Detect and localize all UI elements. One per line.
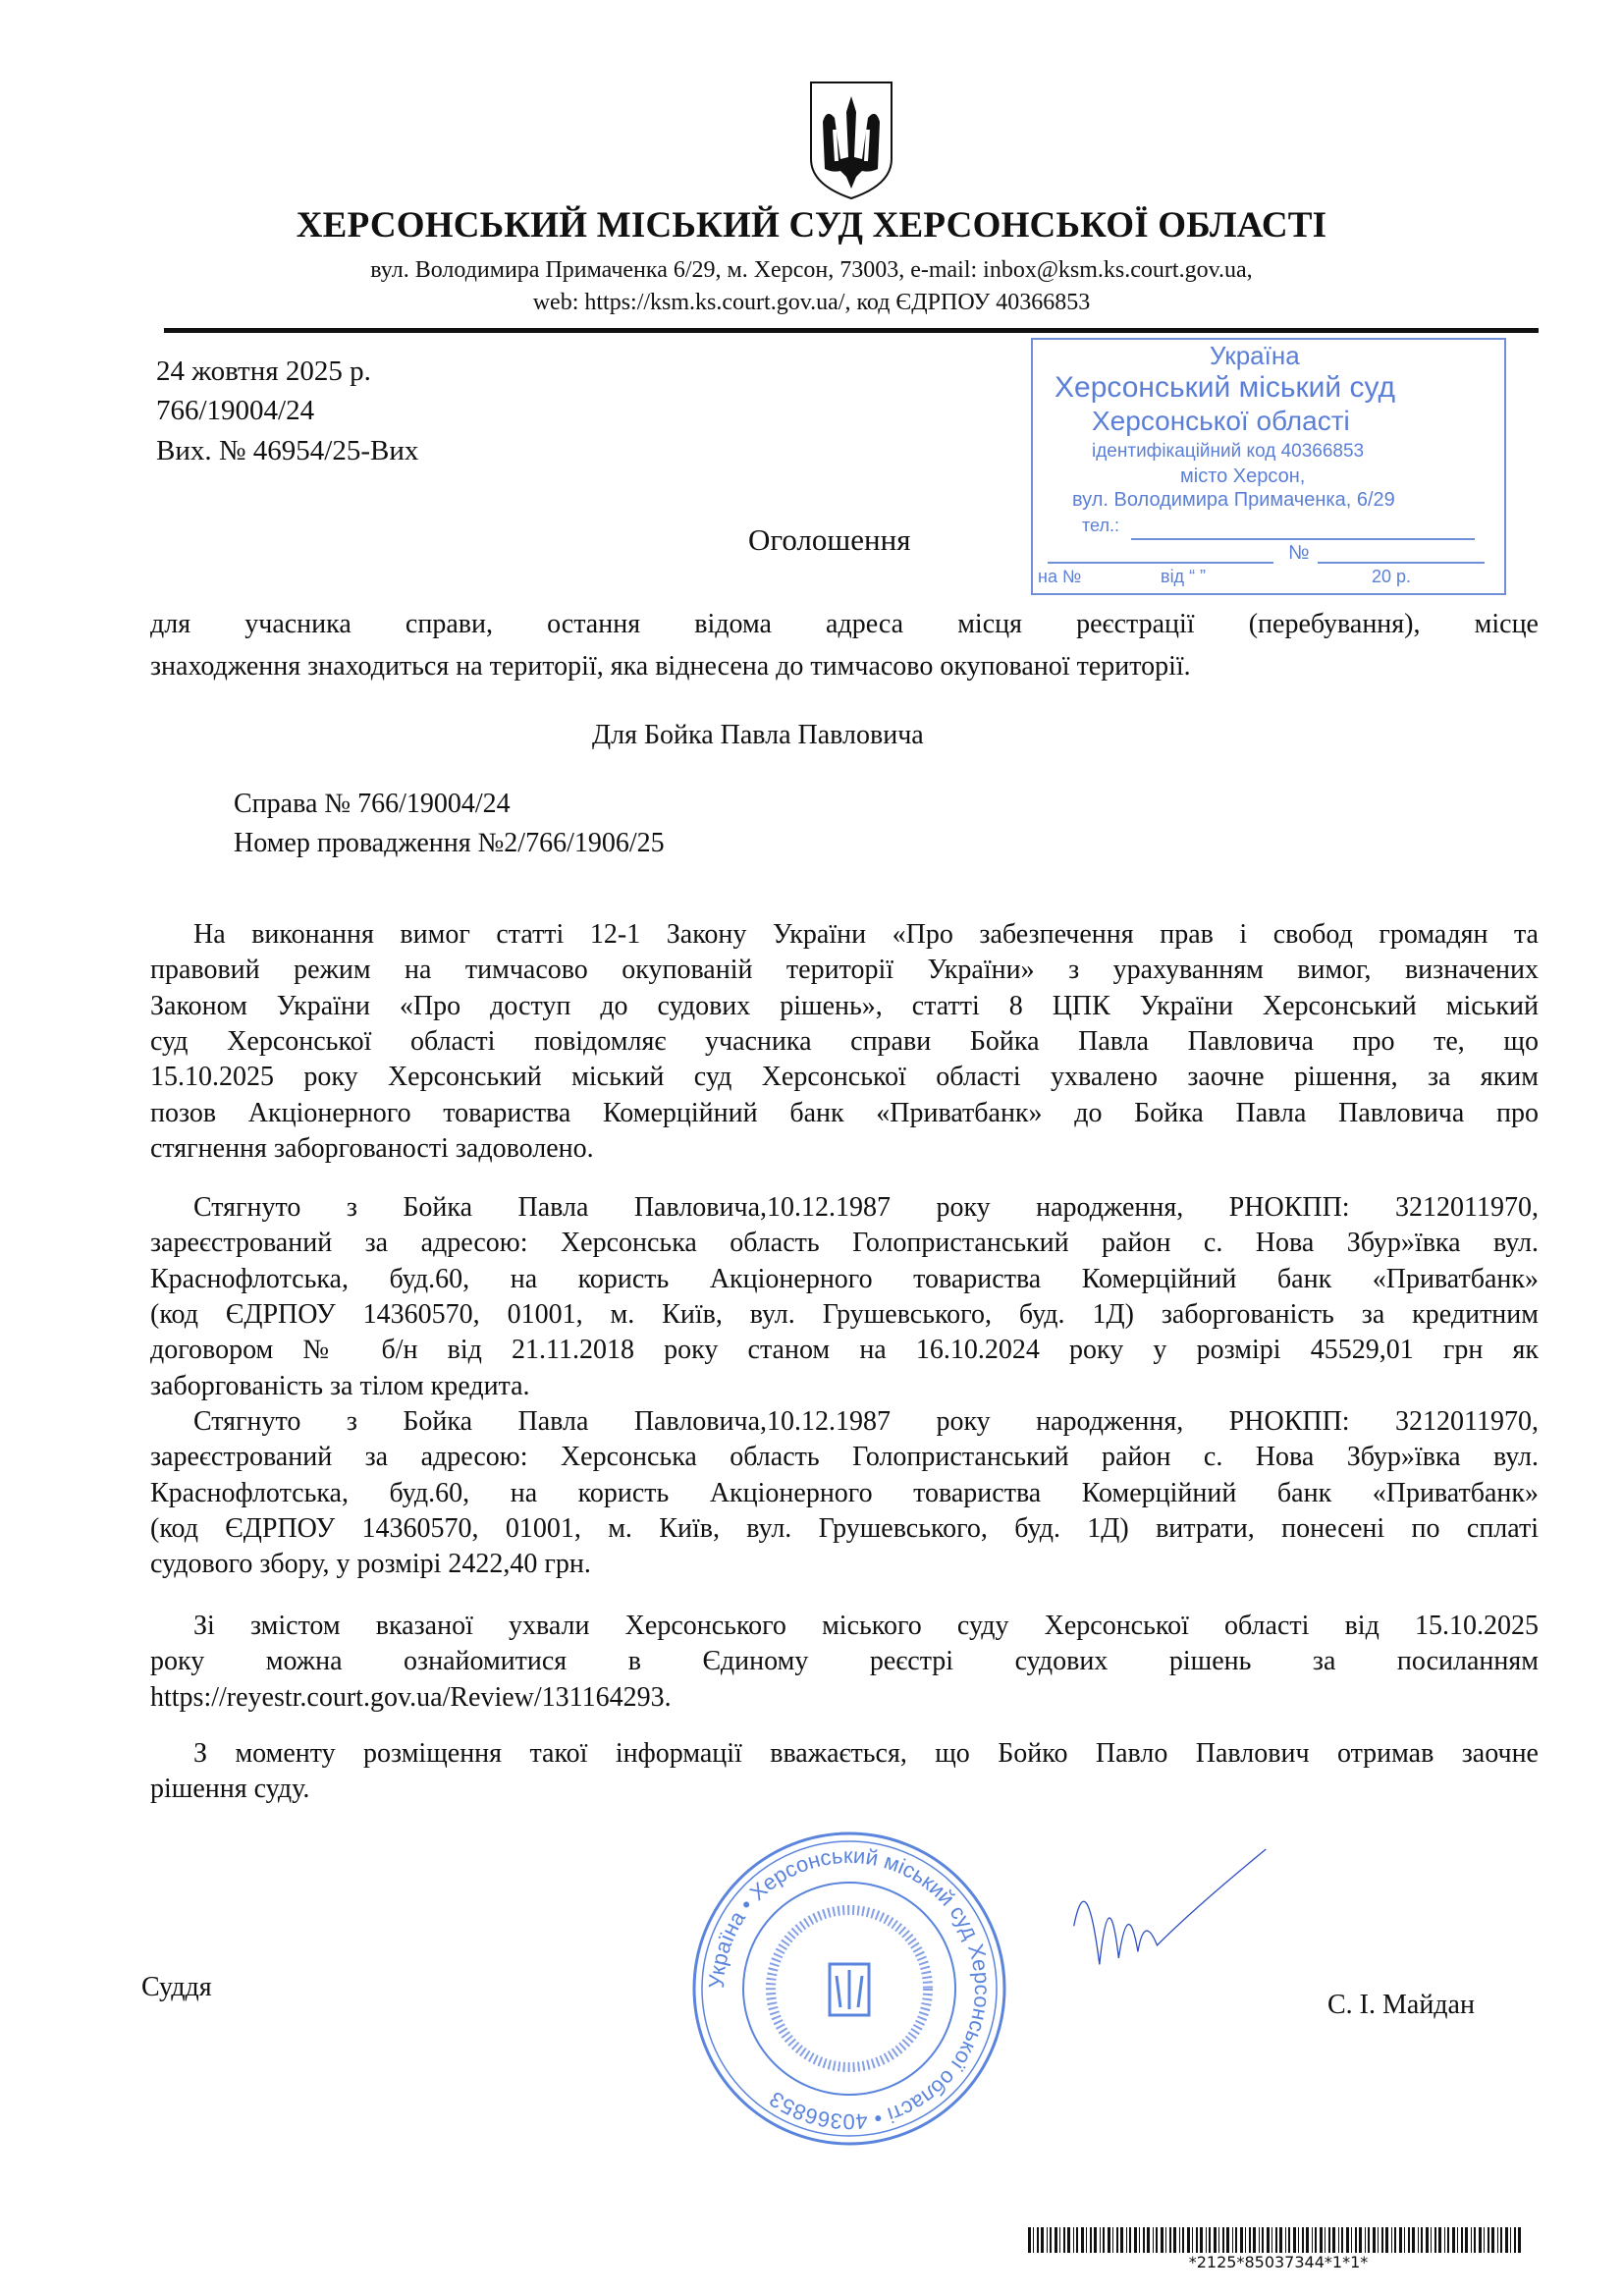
coat-of-arms-trident-icon	[807, 79, 895, 200]
barcode-bar	[1497, 2227, 1498, 2253]
barcode-bar	[1404, 2227, 1405, 2253]
barcode-bar	[1086, 2227, 1087, 2253]
barcode-bar	[1067, 2227, 1070, 2253]
barcode-bar	[1179, 2227, 1180, 2253]
body-line: позов Акціонерного товариства Комерційний банк «Приватбанк» до Бойка Павла Павловича про	[150, 1097, 1539, 1128]
barcode-bar	[1434, 2227, 1436, 2253]
body-line: https://reyestr.court.gov.ua/Review/131164293.	[150, 1681, 672, 1713]
barcode-bar	[1200, 2227, 1203, 2253]
stamp-line: Україна	[1210, 341, 1300, 370]
barcode-bar	[1351, 2227, 1352, 2253]
barcode-bar	[1378, 2227, 1379, 2253]
seal-text: Україна • Херсонський міський суд Херсонської області • 40366853	[703, 1842, 996, 2135]
barcode-bar	[1365, 2227, 1366, 2253]
body-line: Законом України «Про доступ до судових рішень», статті 8 ЦПК України Херсонський міський	[150, 990, 1539, 1021]
barcode-bar	[1153, 2227, 1154, 2253]
case-reference: 766/19004/24	[156, 395, 315, 426]
court-round-seal	[687, 1827, 1011, 2151]
barcode-bar	[1288, 2227, 1290, 2253]
barcode-bar	[1457, 2227, 1458, 2253]
barcode-bar	[1147, 2227, 1150, 2253]
judge-signature	[1021, 1836, 1306, 1984]
barcode-bar	[1059, 2227, 1060, 2253]
body-line: З моменту розміщення такої інформації вважається, що Бойко Павло Павлович отримав заочне	[193, 1738, 1539, 1769]
barcode-bar	[1100, 2227, 1101, 2253]
stamp-line: вул. Володимира Примаченка, 6/29	[1072, 489, 1395, 511]
barcode-bar	[1312, 2227, 1313, 2253]
barcode-bar	[1226, 2227, 1229, 2253]
announcement-title: Оголошення	[748, 522, 911, 557]
outgoing-number: Вих. № 46954/25-Вих	[156, 435, 419, 466]
barcode-bar	[1479, 2227, 1482, 2253]
intro-line: знаходження знаходиться на території, яка віднесена до тимчасово окупованої території.	[150, 651, 1191, 682]
barcode-bar	[1381, 2227, 1383, 2253]
barcode-bar	[1187, 2227, 1190, 2253]
barcode-bar	[1235, 2227, 1237, 2253]
barcode-bar	[1033, 2227, 1034, 2253]
barcode-bar	[1298, 2227, 1299, 2253]
barcode-bar	[1412, 2227, 1415, 2253]
barcode-bar	[1073, 2227, 1074, 2253]
barcode-bar	[1173, 2227, 1176, 2253]
barcode-bar	[1355, 2227, 1357, 2253]
barcode-bar	[1245, 2227, 1246, 2253]
barcode-bar	[1332, 2227, 1335, 2253]
barcode-bar	[1206, 2227, 1207, 2253]
barcode-text: *2125*85037344*1*1*	[1188, 2253, 1369, 2271]
barcode-bar	[1514, 2227, 1516, 2253]
stamp-from-label: від “ ”	[1161, 567, 1207, 586]
barcode-bar	[1418, 2227, 1419, 2253]
barcode-bar	[1055, 2227, 1057, 2253]
stamp-line: Херсонський міський суд	[1055, 371, 1395, 404]
body-line: стягнення заборгованості задоволено.	[150, 1132, 594, 1164]
body-line: (код ЄДРПОУ 14360570, 01001, м. Київ, вул. Грушевського, буд. 1Д) витрати, понесені по сплаті	[150, 1512, 1539, 1544]
barcode-bar	[1328, 2227, 1330, 2253]
barcode-bar	[1488, 2227, 1489, 2253]
stamp-year-label: 20 р.	[1372, 567, 1412, 586]
barcode-bar	[1259, 2227, 1260, 2253]
barcode-bar	[1103, 2227, 1105, 2253]
header-divider	[164, 328, 1539, 333]
case-number: Справа № 766/19004/24	[234, 789, 511, 819]
barcode-bar	[1063, 2227, 1065, 2253]
body-line: зареєстрований за адресою: Херсонська область Голопристанський район с. Нова Збур»ївка вул.	[150, 1228, 1539, 1259]
barcode-bar	[1041, 2227, 1044, 2253]
barcode-bar	[1302, 2227, 1304, 2253]
stamp-na-no-label: на №	[1038, 567, 1082, 586]
barcode-bar	[1518, 2227, 1521, 2253]
stamp-no-label: №	[1288, 542, 1310, 564]
barcode-bar	[1161, 2227, 1163, 2253]
barcode-bar	[1090, 2227, 1092, 2253]
barcode-bar	[1232, 2227, 1233, 2253]
barcode-bar	[1047, 2227, 1048, 2253]
barcode-bar	[1134, 2227, 1137, 2253]
stamp-line: Херсонської області	[1092, 406, 1350, 436]
barcode-bar	[1373, 2227, 1376, 2253]
barcode-bar	[1426, 2227, 1429, 2253]
body-line: Стягнуто з Бойка Павла Павловича,10.12.1987 року народження, РНОКПП: 3212011970,	[193, 1192, 1539, 1223]
body-line: 15.10.2025 року Херсонський міський суд Херсонської області ухвалено заочне рішення, за яким	[150, 1062, 1539, 1093]
barcode-bar	[1338, 2227, 1339, 2253]
barcode-bar	[1431, 2227, 1432, 2253]
barcode-bar	[1126, 2227, 1127, 2253]
body-line: Зі змістом вказаної ухвали Херсонського міського суду Херсонської області від 15.10.2025	[193, 1611, 1539, 1641]
body-line: суд Херсонської області повідомляє учасника справи Бойка Павла Павловича про те, що	[150, 1025, 1539, 1057]
barcode-bar	[1465, 2227, 1468, 2253]
barcode-bar	[1341, 2227, 1343, 2253]
barcode-bar	[1293, 2227, 1296, 2253]
barcode-bar	[1028, 2227, 1031, 2253]
barcode-bar	[1346, 2227, 1349, 2253]
barcode-bar	[1391, 2227, 1392, 2253]
barcode-bar	[1505, 2227, 1508, 2253]
body-line: судового збору, у розмірі 2422,40 грн.	[150, 1549, 591, 1580]
barcode-bar	[1165, 2227, 1166, 2253]
barcode-bar	[1438, 2227, 1441, 2253]
barcode-bar	[1156, 2227, 1158, 2253]
barcode-bar	[1279, 2227, 1282, 2253]
barcode-bar	[1196, 2227, 1198, 2253]
judge-label: Суддя	[141, 1972, 212, 2002]
body-line: (код ЄДРПОУ 14360570, 01001, м. Київ, вул. Грушевського, буд. 1Д) заборгованість за кредитним	[150, 1298, 1539, 1330]
barcode-bar	[1116, 2227, 1118, 2253]
barcode-bar	[1108, 2227, 1110, 2253]
body-line: року можна ознайомитися в Єдиному реєстрі судових рішень за посиланням	[150, 1646, 1539, 1677]
barcode-bar	[1262, 2227, 1264, 2253]
barcode-bar	[1076, 2227, 1078, 2253]
barcode-bar	[1139, 2227, 1140, 2253]
barcode-bar	[1271, 2227, 1272, 2253]
document-date: 24 жовтня 2025 р.	[156, 355, 371, 387]
barcode-bar	[1192, 2227, 1193, 2253]
barcode-bar	[1421, 2227, 1423, 2253]
barcode-bar	[1500, 2227, 1502, 2253]
barcode-bar	[1359, 2227, 1362, 2253]
barcode-bar	[1306, 2227, 1309, 2253]
barcode-bar	[1129, 2227, 1131, 2253]
body-line: договором № б/н від 21.11.2018 року станом на 16.10.2024 року у розмірі 45529,01 грн як	[150, 1335, 1539, 1366]
body-line: Краснофлотська, буд.60, на користь Акціонерного товариства Комерційний банк «Приватбанк»	[150, 1263, 1539, 1294]
barcode-bar	[1050, 2227, 1052, 2253]
barcode-bar	[1474, 2227, 1476, 2253]
barcode-bar	[1275, 2227, 1277, 2253]
barcode-bar	[1222, 2227, 1224, 2253]
barcode-bar	[1408, 2227, 1410, 2253]
stamp-line: ідентифікаційний код 40366853	[1092, 441, 1365, 462]
addressee: Для Бойка Павла Павловича	[592, 720, 924, 750]
barcode-bar	[1484, 2227, 1485, 2253]
barcode-bar	[1218, 2227, 1219, 2253]
barcode-bar	[1120, 2227, 1123, 2253]
barcode-bar	[1447, 2227, 1449, 2253]
barcode-bar	[1112, 2227, 1113, 2253]
barcode-bar	[1385, 2227, 1388, 2253]
barcode-bar	[1452, 2227, 1455, 2253]
court-title: ХЕРСОНСЬКИЙ МІСЬКИЙ СУД ХЕРСОНСЬКОЇ ОБЛАСТІ	[296, 205, 1327, 246]
judge-name: С. І. Майдан	[1327, 1990, 1475, 2020]
intro-line: для учасника справи, остання відома адреса місця реєстрації (перебування), місце	[150, 609, 1539, 639]
barcode-bar	[1214, 2227, 1217, 2253]
body-line: заборгованість за тілом кредита.	[150, 1370, 530, 1401]
barcode-bar	[1461, 2227, 1463, 2253]
barcode-bar	[1037, 2227, 1039, 2253]
barcode-bar	[1081, 2227, 1084, 2253]
barcode	[1028, 2227, 1529, 2253]
proceeding-number: Номер провадження №2/766/1906/25	[234, 828, 665, 858]
stamp-tel-label: тел.:	[1082, 516, 1119, 535]
barcode-bar	[1471, 2227, 1472, 2253]
body-line: правовий режим на тимчасово окупованій території України» з урахуванням вимог, визначених	[150, 955, 1539, 986]
barcode-bar	[1510, 2227, 1511, 2253]
court-address: вул. Володимира Примаченка 6/29, м. Херсон, 73003, e-mail: inbox@ksm.ks.court.gov.ua,	[370, 257, 1253, 283]
barcode-bar	[1267, 2227, 1270, 2253]
barcode-bar	[1182, 2227, 1184, 2253]
barcode-bar	[1253, 2227, 1256, 2253]
barcode-bar	[1209, 2227, 1211, 2253]
barcode-bar	[1143, 2227, 1145, 2253]
body-line: рішення суду.	[150, 1774, 310, 1805]
barcode-bar	[1368, 2227, 1370, 2253]
barcode-bar	[1285, 2227, 1286, 2253]
barcode-bar	[1249, 2227, 1251, 2253]
registration-stamp	[1031, 338, 1506, 595]
barcode-bar	[1169, 2227, 1171, 2253]
stamp-line: місто Херсон,	[1180, 465, 1306, 487]
barcode-bar	[1491, 2227, 1494, 2253]
barcode-bar	[1240, 2227, 1243, 2253]
barcode-bar	[1320, 2227, 1323, 2253]
body-line: На виконання вимог статті 12-1 Закону України «Про забезпечення прав і свобод громадян та	[193, 919, 1539, 950]
body-line: зареєстрований за адресою: Херсонська область Голопристанський район с. Нова Збур»ївка вул.	[150, 1442, 1539, 1473]
barcode-bar	[1444, 2227, 1445, 2253]
barcode-bar	[1399, 2227, 1402, 2253]
court-web-and-code: web: https://ksm.ks.court.gov.ua/, код ЄДРПОУ 40366853	[532, 290, 1091, 315]
body-line: Стягнуто з Бойка Павла Павловича,10.12.1987 року народження, РНОКПП: 3212011970,	[193, 1406, 1539, 1437]
barcode-bar	[1094, 2227, 1097, 2253]
barcode-bar	[1394, 2227, 1396, 2253]
barcode-bar	[1315, 2227, 1317, 2253]
body-line: Краснофлотська, буд.60, на користь Акціонерного товариства Комерційний банк «Приватбанк»	[150, 1477, 1539, 1508]
